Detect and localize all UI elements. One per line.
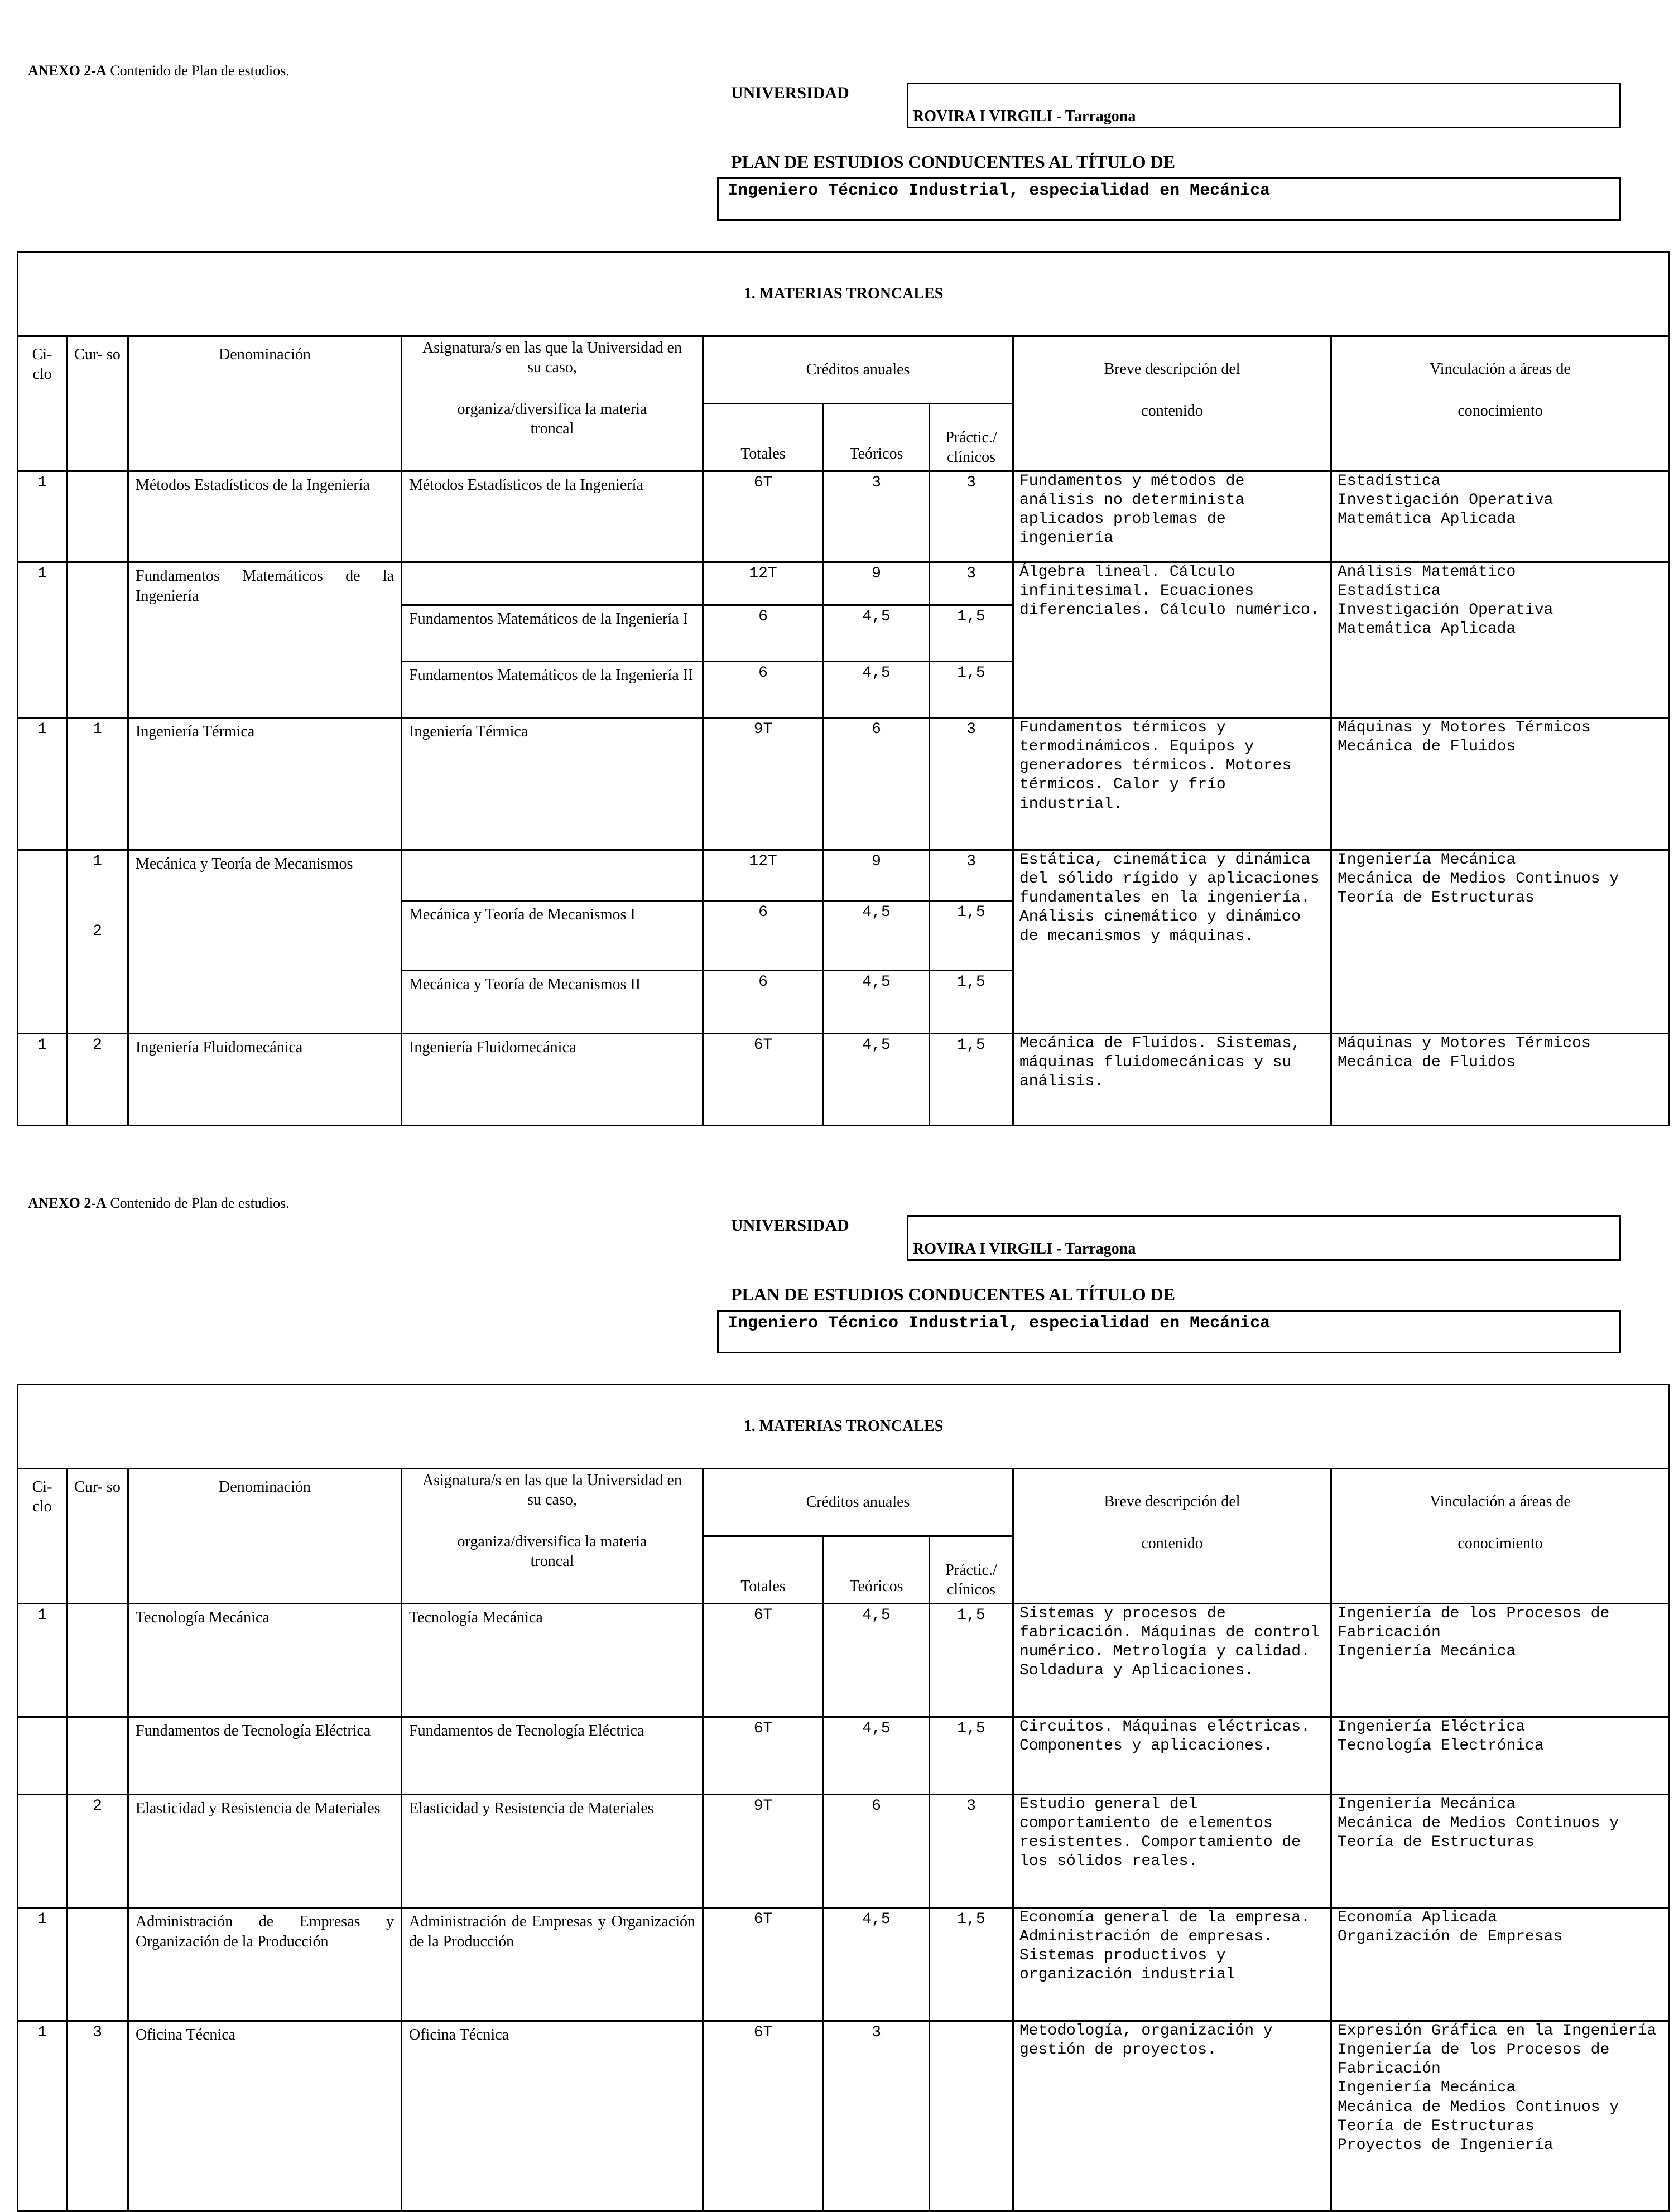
universidad-value: ROVIRA I VIRGILI - Tarragona	[913, 1240, 1136, 1257]
header-curso: Cur- so	[67, 336, 128, 471]
cell-asignatura: Ingeniería Térmica	[402, 718, 703, 850]
cell-practicos: 3	[930, 562, 1013, 605]
table-row	[18, 562, 1670, 605]
titulo-value: Ingeniero Técnico Industrial, especialidad en Mecánica	[728, 181, 1271, 200]
cell-curso	[67, 471, 128, 562]
cell-curso	[67, 1717, 128, 1795]
cell-asignatura: Fundamentos de Tecnología Eléctrica	[402, 1717, 703, 1795]
cell-descripcion: Estática, cinemática y dinámica del sólido rígido y aplicaciones fundamentales en la ingeniería. Análisis cinemático y dinámico de mecanismos y máquinas.	[1013, 850, 1331, 1034]
cell-totales: 6T	[703, 1604, 824, 1717]
cell-ciclo: 1	[18, 471, 67, 562]
header-descripcion	[1013, 336, 1331, 471]
anexo-label	[28, 1195, 290, 1212]
materias-table	[17, 251, 1670, 1126]
cell-teoricos: 4,5	[824, 1034, 930, 1126]
cell-practicos: 1,5	[930, 901, 1013, 971]
cell-vinculacion: Ingeniería Mecánica Mecánica de Medios Continuos y Teoría de Estructuras	[1331, 1795, 1670, 1908]
table-row	[18, 850, 1670, 901]
cell-ciclo: 1	[18, 2021, 67, 2211]
header-vinculacion	[1331, 336, 1670, 471]
cell-totales: 6	[703, 971, 824, 1034]
header-asignatura-line2: organiza/diversifica la materia troncal	[457, 1533, 647, 1570]
cell-vinculacion: Estadística Investigación Operativa Matemática Aplicada	[1331, 471, 1670, 562]
cell-vinculacion: Máquinas y Motores Térmicos Mecánica de Fluidos	[1331, 718, 1670, 850]
cell-denominacion: Mecánica y Teoría de Mecanismos	[128, 850, 402, 1034]
cell-asignatura: Oficina Técnica	[402, 2021, 703, 2211]
cell-vinculacion: Análisis Matemático Estadística Investigación Operativa Matemática Aplicada	[1331, 562, 1670, 718]
cell-asignatura: Mecánica y Teoría de Mecanismos I	[402, 901, 703, 971]
cell-vinculacion: Ingeniería de los Procesos de Fabricación Ingeniería Mecánica	[1331, 1604, 1670, 1717]
cell-practicos: 3	[930, 471, 1013, 562]
header-descripcion	[1013, 1469, 1331, 1604]
header-vinculacion-line1: Vinculación a áreas de	[1430, 1493, 1571, 1510]
curso-extra-value: 2	[93, 923, 102, 940]
cell-ciclo	[18, 1795, 67, 1908]
table-row	[18, 1908, 1670, 2021]
curso-value: 2	[93, 1797, 102, 1815]
materias-table	[17, 1384, 1670, 2212]
cell-totales: 6T	[703, 2021, 824, 2211]
cell-vinculacion: Ingeniería Mecánica Mecánica de Medios Continuos y Teoría de Estructuras	[1331, 850, 1670, 1034]
header-asignatura-line2: organiza/diversifica la materia troncal	[457, 401, 647, 437]
header-ciclo: Ci- clo	[18, 1469, 67, 1604]
universidad-value: ROVIRA I VIRGILI - Tarragona	[913, 108, 1136, 125]
header-denominacion: Denominación	[128, 1469, 402, 1604]
cell-asignatura: Métodos Estadísticos de la Ingeniería	[402, 471, 703, 562]
cell-asignatura: Elasticidad y Resistencia de Materiales	[402, 1795, 703, 1908]
cell-denominacion: Tecnología Mecánica	[128, 1604, 402, 1717]
cell-ciclo: 1	[18, 718, 67, 850]
cell-denominacion: Métodos Estadísticos de la Ingeniería	[128, 471, 402, 562]
header-creditos: Créditos anuales	[703, 336, 1013, 404]
cell-practicos: 3	[930, 850, 1013, 901]
cell-denominacion: Elasticidad y Resistencia de Materiales	[128, 1795, 402, 1908]
cell-curso	[67, 718, 128, 850]
cell-teoricos: 9	[824, 850, 930, 901]
header-vinculacion	[1331, 1469, 1670, 1604]
cell-denominacion: Administración de Empresas y Organización de la Producción	[128, 1908, 402, 2021]
header-vinculacion-line2: conocimiento	[1457, 1535, 1543, 1552]
cell-totales: 9T	[703, 718, 824, 850]
anexo-description: Contenido de Plan de estudios.	[110, 1195, 290, 1211]
anexo-description: Contenido de Plan de estudios.	[110, 62, 290, 79]
cell-asignatura: Fundamentos Matemáticos de la Ingeniería I	[402, 605, 703, 662]
anexo-label	[28, 62, 290, 79]
cell-asignatura: Ingeniería Fluidomecánica	[402, 1034, 703, 1126]
cell-ciclo: 1	[18, 1908, 67, 2021]
table-row	[18, 2021, 1670, 2211]
cell-denominacion: Fundamentos de Tecnología Eléctrica	[128, 1717, 402, 1795]
cell-ciclo: 1	[18, 562, 67, 718]
cell-totales: 6	[703, 662, 824, 718]
cell-descripcion: Álgebra lineal. Cálculo infinitesimal. Ecuaciones diferenciales. Cálculo numérico.	[1013, 562, 1331, 718]
cell-curso	[67, 2021, 128, 2211]
header-asignatura	[402, 336, 703, 471]
header-teoricos: Teóricos	[824, 1536, 930, 1604]
table-row	[18, 1717, 1670, 1795]
cell-vinculacion: Ingeniería Eléctrica Tecnología Electrónica	[1331, 1717, 1670, 1795]
curso-value: 1	[93, 853, 102, 870]
header-denominacion: Denominación	[128, 336, 402, 471]
cell-teoricos: 4,5	[824, 901, 930, 971]
header-ciclo: Ci- clo	[18, 336, 67, 471]
cell-practicos: 1,5	[930, 605, 1013, 662]
cell-denominacion: Fundamentos Matemáticos de la Ingeniería	[128, 562, 402, 718]
cell-totales: 12T	[703, 850, 824, 901]
cell-totales: 6	[703, 901, 824, 971]
header-descripcion-line1: Breve descripción del	[1104, 1493, 1240, 1510]
cell-descripcion: Estudio general del comportamiento de elementos resistentes. Comportamiento de los sólidos reales.	[1013, 1795, 1331, 1908]
anexo-number: ANEXO 2-A	[28, 62, 107, 79]
header-vinculacion-line2: conocimiento	[1457, 402, 1543, 420]
cell-asignatura	[402, 562, 703, 605]
curso-value: 1	[93, 721, 102, 738]
cell-practicos: 1,5	[930, 662, 1013, 718]
cell-descripcion: Sistemas y procesos de fabricación. Máquinas de control numérico. Metrología y calidad. Soldadura y Aplicaciones.	[1013, 1604, 1331, 1717]
cell-curso	[67, 1034, 128, 1126]
cell-practicos: 3	[930, 718, 1013, 850]
table-row	[18, 471, 1670, 562]
cell-practicos: 1,5	[930, 1604, 1013, 1717]
cell-asignatura: Tecnología Mecánica	[402, 1604, 703, 1717]
cell-descripcion: Fundamentos térmicos y termodinámicos. Equipos y generadores térmicos. Motores térmicos. Calor y frío industrial.	[1013, 718, 1331, 850]
cell-teoricos: 4,5	[824, 1717, 930, 1795]
cell-curso	[67, 1908, 128, 2021]
cell-teoricos: 4,5	[824, 1908, 930, 2021]
header-descripcion-line1: Breve descripción del	[1104, 360, 1240, 378]
section-title-row	[18, 252, 1670, 336]
table-row	[18, 1795, 1670, 1908]
cell-ciclo	[18, 850, 67, 1034]
cell-totales: 6T	[703, 471, 824, 562]
header-descripcion-line2: contenido	[1141, 1535, 1203, 1552]
cell-teoricos: 6	[824, 718, 930, 850]
universidad-label: UNIVERSIDAD	[731, 84, 849, 102]
cell-denominacion: Oficina Técnica	[128, 2021, 402, 2211]
titulo-value: Ingeniero Técnico Industrial, especialidad en Mecánica	[728, 1314, 1271, 1333]
curso-value: 2	[93, 1037, 102, 1054]
header-totales: Totales	[703, 1536, 824, 1604]
cell-practicos: 1,5	[930, 1034, 1013, 1126]
header-asignatura-line1: Asignatura/s en las que la Universidad en su caso,	[422, 1472, 682, 1509]
cell-descripcion: Economía general de la empresa. Administración de empresas. Sistemas productivos y organización industrial	[1013, 1908, 1331, 2021]
section-title: 1. MATERIAS TRONCALES	[18, 252, 1670, 336]
section-title-row	[18, 1385, 1670, 1469]
cell-vinculacion: Expresión Gráfica en la Ingeniería Ingeniería de los Procesos de Fabricación Ingeniería Mecánica Mecánica de Medios Continuos y Teoría de Estructuras Proyectos de Ingeniería	[1331, 2021, 1670, 2211]
cell-practicos	[930, 2021, 1013, 2211]
cell-practicos: 3	[930, 1795, 1013, 1908]
table-row	[18, 1034, 1670, 1126]
cell-vinculacion: Máquinas y Motores Térmicos Mecánica de Fluidos	[1331, 1034, 1670, 1126]
header-totales: Totales	[703, 404, 824, 471]
cell-practicos: 1,5	[930, 1717, 1013, 1795]
cell-asignatura: Administración de Empresas y Organización de la Producción	[402, 1908, 703, 2021]
universidad-box	[907, 83, 1621, 128]
header-practicos: Práctic./ clínicos	[930, 404, 1013, 471]
cell-totales: 6T	[703, 1034, 824, 1126]
cell-curso	[67, 1604, 128, 1717]
titulo-box	[717, 177, 1621, 221]
header-asignatura	[402, 1469, 703, 1604]
cell-totales: 6T	[703, 1717, 824, 1795]
cell-practicos: 1,5	[930, 971, 1013, 1034]
cell-teoricos: 4,5	[824, 605, 930, 662]
cell-ciclo: 1	[18, 1604, 67, 1717]
titulo-box	[717, 1310, 1621, 1353]
cell-totales: 6	[703, 605, 824, 662]
universidad-label: UNIVERSIDAD	[731, 1216, 849, 1235]
table-row	[18, 1604, 1670, 1717]
anexo-number: ANEXO 2-A	[28, 1195, 107, 1211]
cell-teoricos: 9	[824, 562, 930, 605]
header-teoricos: Teóricos	[824, 404, 930, 471]
cell-teoricos: 3	[824, 471, 930, 562]
header-curso: Cur- so	[67, 1469, 128, 1604]
universidad-box	[907, 1215, 1621, 1261]
cell-descripcion: Fundamentos y métodos de análisis no determinista aplicados problemas de ingeniería	[1013, 471, 1331, 562]
header-asignatura-line1: Asignatura/s en las que la Universidad en su caso,	[422, 339, 682, 376]
cell-asignatura: Mecánica y Teoría de Mecanismos II	[402, 971, 703, 1034]
cell-totales: 6T	[703, 1908, 824, 2021]
page-1	[0, 0, 1674, 1096]
section-title: 1. MATERIAS TRONCALES	[18, 1385, 1670, 1469]
plan-label: PLAN DE ESTUDIOS CONDUCENTES AL TÍTULO DE	[731, 152, 1176, 172]
header-descripcion-line2: contenido	[1141, 402, 1203, 420]
cell-teoricos: 4,5	[824, 971, 930, 1034]
cell-totales: 9T	[703, 1795, 824, 1908]
page-2	[0, 1132, 1674, 2192]
cell-asignatura	[402, 850, 703, 901]
cell-asignatura: Fundamentos Matemáticos de la Ingeniería II	[402, 662, 703, 718]
header-row	[18, 1469, 1670, 1536]
cell-teoricos: 3	[824, 2021, 930, 2211]
header-creditos: Créditos anuales	[703, 1469, 1013, 1536]
cell-curso	[67, 850, 128, 1034]
cell-descripcion: Circuitos. Máquinas eléctricas. Componentes y aplicaciones.	[1013, 1717, 1331, 1795]
cell-practicos: 1,5	[930, 1908, 1013, 2021]
cell-ciclo	[18, 1717, 67, 1795]
cell-curso	[67, 1795, 128, 1908]
cell-teoricos: 4,5	[824, 1604, 930, 1717]
header-row	[18, 336, 1670, 404]
cell-totales: 12T	[703, 562, 824, 605]
curso-value: 3	[93, 2024, 102, 2041]
cell-teoricos: 6	[824, 1795, 930, 1908]
cell-vinculacion: Economía Aplicada Organización de Empresas	[1331, 1908, 1670, 2021]
plan-label: PLAN DE ESTUDIOS CONDUCENTES AL TÍTULO DE	[731, 1284, 1176, 1304]
header-vinculacion-line1: Vinculación a áreas de	[1430, 360, 1571, 378]
header-practicos: Práctic./ clínicos	[930, 1536, 1013, 1604]
cell-denominacion: Ingeniería Térmica	[128, 718, 402, 850]
cell-denominacion: Ingeniería Fluidomecánica	[128, 1034, 402, 1126]
cell-curso	[67, 562, 128, 718]
cell-descripcion: Metodología, organización y gestión de proyectos.	[1013, 2021, 1331, 2211]
cell-descripcion: Mecánica de Fluidos. Sistemas, máquinas fluidomecánicas y su análisis.	[1013, 1034, 1331, 1126]
cell-teoricos: 4,5	[824, 662, 930, 718]
cell-ciclo: 1	[18, 1034, 67, 1126]
table-row	[18, 718, 1670, 850]
